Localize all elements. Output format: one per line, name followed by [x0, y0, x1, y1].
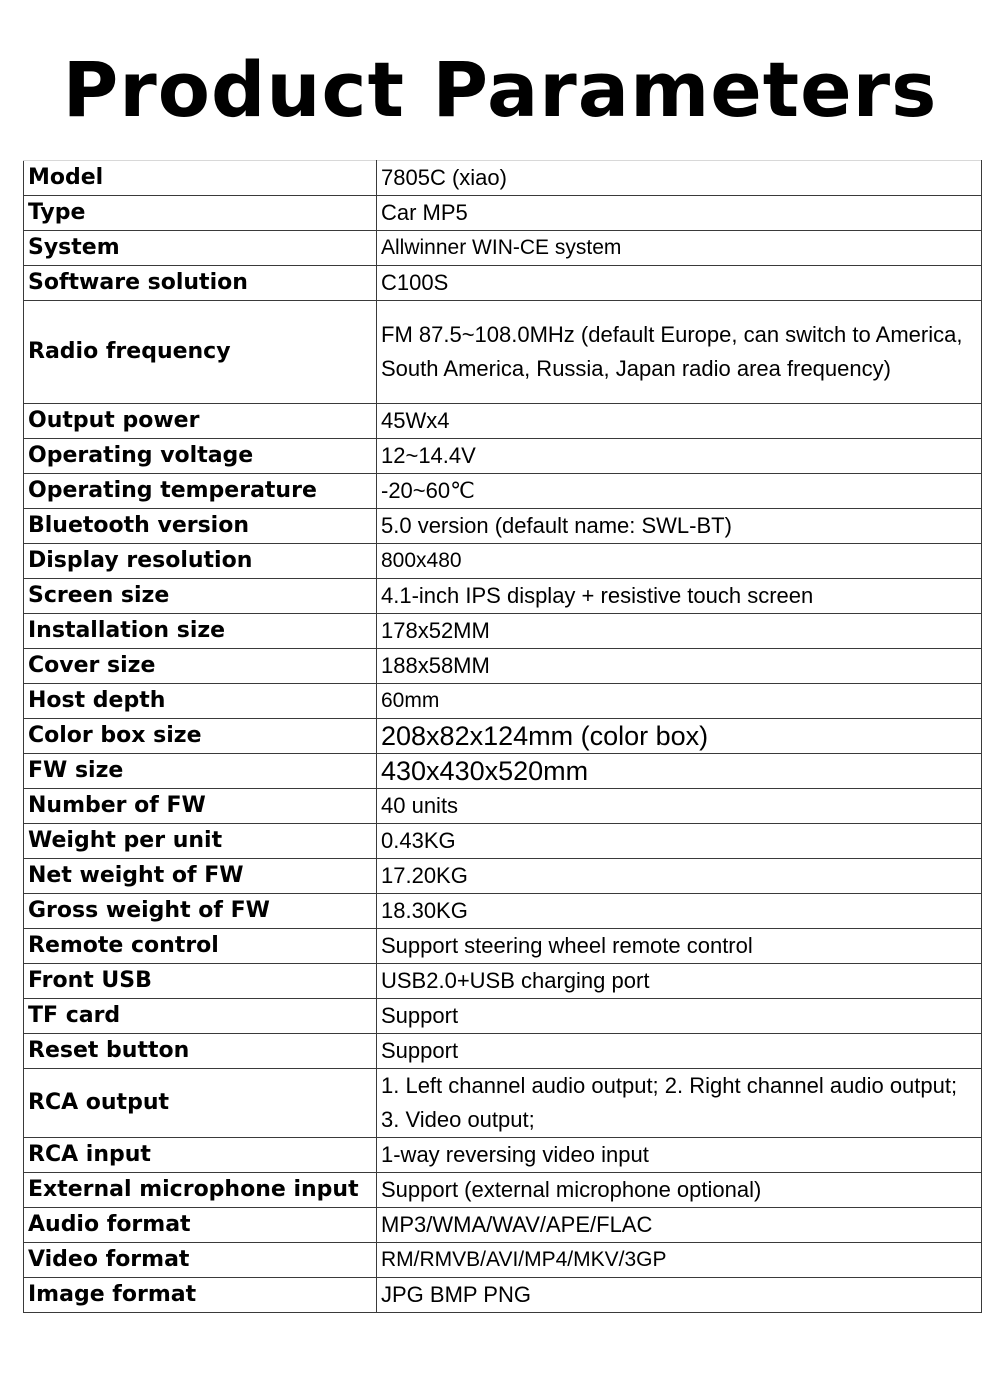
- param-label: RCA input: [24, 1138, 377, 1173]
- table-row: [24, 161, 982, 196]
- param-value: 12~14.4V: [377, 439, 982, 474]
- table-row: [24, 1069, 982, 1138]
- table-row: [24, 789, 982, 824]
- param-label: Installation size: [24, 614, 377, 649]
- table-row: [24, 474, 982, 509]
- param-value: 40 units: [377, 789, 982, 824]
- param-value: 1. Left channel audio output; 2. Right channel audio output; 3. Video output;: [377, 1069, 982, 1138]
- param-label: Bluetooth version: [24, 509, 377, 544]
- param-label: Cover size: [24, 649, 377, 684]
- param-value: JPG BMP PNG: [377, 1278, 982, 1313]
- param-value: 5.0 version (default name: SWL-BT): [377, 509, 982, 544]
- table-row: [24, 439, 982, 474]
- param-value: Support: [377, 1034, 982, 1069]
- param-value: C100S: [377, 266, 982, 301]
- param-label: Number of FW: [24, 789, 377, 824]
- table-row: [24, 1208, 982, 1243]
- param-label: Screen size: [24, 579, 377, 614]
- table-row: [24, 999, 982, 1034]
- param-label: Operating voltage: [24, 439, 377, 474]
- param-value: 17.20KG: [377, 859, 982, 894]
- param-value: -20~60℃: [377, 474, 982, 509]
- param-value: 178x52MM: [377, 614, 982, 649]
- param-label: Type: [24, 196, 377, 231]
- param-label: Model: [24, 161, 377, 196]
- table-row: [24, 1138, 982, 1173]
- param-value: 430x430x520mm: [377, 754, 982, 789]
- param-value: 45Wx4: [377, 404, 982, 439]
- table-row: [24, 1034, 982, 1069]
- table-row: [24, 894, 982, 929]
- table-row: [24, 649, 982, 684]
- table-row: [24, 1173, 982, 1208]
- param-label: Radio frequency: [24, 301, 377, 404]
- table-row: [24, 404, 982, 439]
- param-value: 4.1-inch IPS display + resistive touch screen: [377, 579, 982, 614]
- table-row: [24, 859, 982, 894]
- table-row: [24, 614, 982, 649]
- param-value: MP3/WMA/WAV/APE/FLAC: [377, 1208, 982, 1243]
- table-row: [24, 754, 982, 789]
- param-label: Remote control: [24, 929, 377, 964]
- param-label: Gross weight of FW: [24, 894, 377, 929]
- param-value: 18.30KG: [377, 894, 982, 929]
- param-value: Support (external microphone optional): [377, 1173, 982, 1208]
- param-label: TF card: [24, 999, 377, 1034]
- param-value: 1-way reversing video input: [377, 1138, 982, 1173]
- table-row: [24, 196, 982, 231]
- param-label: Video format: [24, 1243, 377, 1278]
- param-label: System: [24, 231, 377, 266]
- table-row: [24, 544, 982, 579]
- param-label: Operating temperature: [24, 474, 377, 509]
- param-label: Front USB: [24, 964, 377, 999]
- param-label: FW size: [24, 754, 377, 789]
- table-row: [24, 266, 982, 301]
- param-label: Audio format: [24, 1208, 377, 1243]
- product-parameters-table: [23, 160, 982, 1313]
- table-row: [24, 964, 982, 999]
- table-row: [24, 1278, 982, 1313]
- param-value: FM 87.5~108.0MHz (default Europe, can switch to America, South America, Russia, Japan radio area frequency): [377, 301, 982, 404]
- param-label: Net weight of FW: [24, 859, 377, 894]
- param-value: Support: [377, 999, 982, 1034]
- param-value: 208x82x124mm (color box): [377, 719, 982, 754]
- param-value: 188x58MM: [377, 649, 982, 684]
- param-label: Weight per unit: [24, 824, 377, 859]
- param-value: Allwinner WIN-CE system: [377, 231, 982, 266]
- table-row: [24, 231, 982, 266]
- table-row: [24, 824, 982, 859]
- param-value: 7805C (xiao): [377, 161, 982, 196]
- table-row: [24, 579, 982, 614]
- param-label: Software solution: [24, 266, 377, 301]
- param-value: 0.43KG: [377, 824, 982, 859]
- table-row: [24, 719, 982, 754]
- param-value: Car MP5: [377, 196, 982, 231]
- table-row: [24, 301, 982, 404]
- table-row: [24, 929, 982, 964]
- param-label: Image format: [24, 1278, 377, 1313]
- param-label: Host depth: [24, 684, 377, 719]
- param-label: RCA output: [24, 1069, 377, 1138]
- param-value: 60mm: [377, 684, 982, 719]
- param-label: Color box size: [24, 719, 377, 754]
- param-value: Support steering wheel remote control: [377, 929, 982, 964]
- param-value: RM/RMVB/AVI/MP4/MKV/3GP: [377, 1243, 982, 1278]
- param-label: Output power: [24, 404, 377, 439]
- param-value: 800x480: [377, 544, 982, 579]
- table-row: [24, 509, 982, 544]
- param-value: USB2.0+USB charging port: [377, 964, 982, 999]
- page-title: Product Parameters: [62, 45, 938, 134]
- param-label: Display resolution: [24, 544, 377, 579]
- table-row: [24, 684, 982, 719]
- param-label: Reset button: [24, 1034, 377, 1069]
- param-label: External microphone input: [24, 1173, 377, 1208]
- table-row: [24, 1243, 982, 1278]
